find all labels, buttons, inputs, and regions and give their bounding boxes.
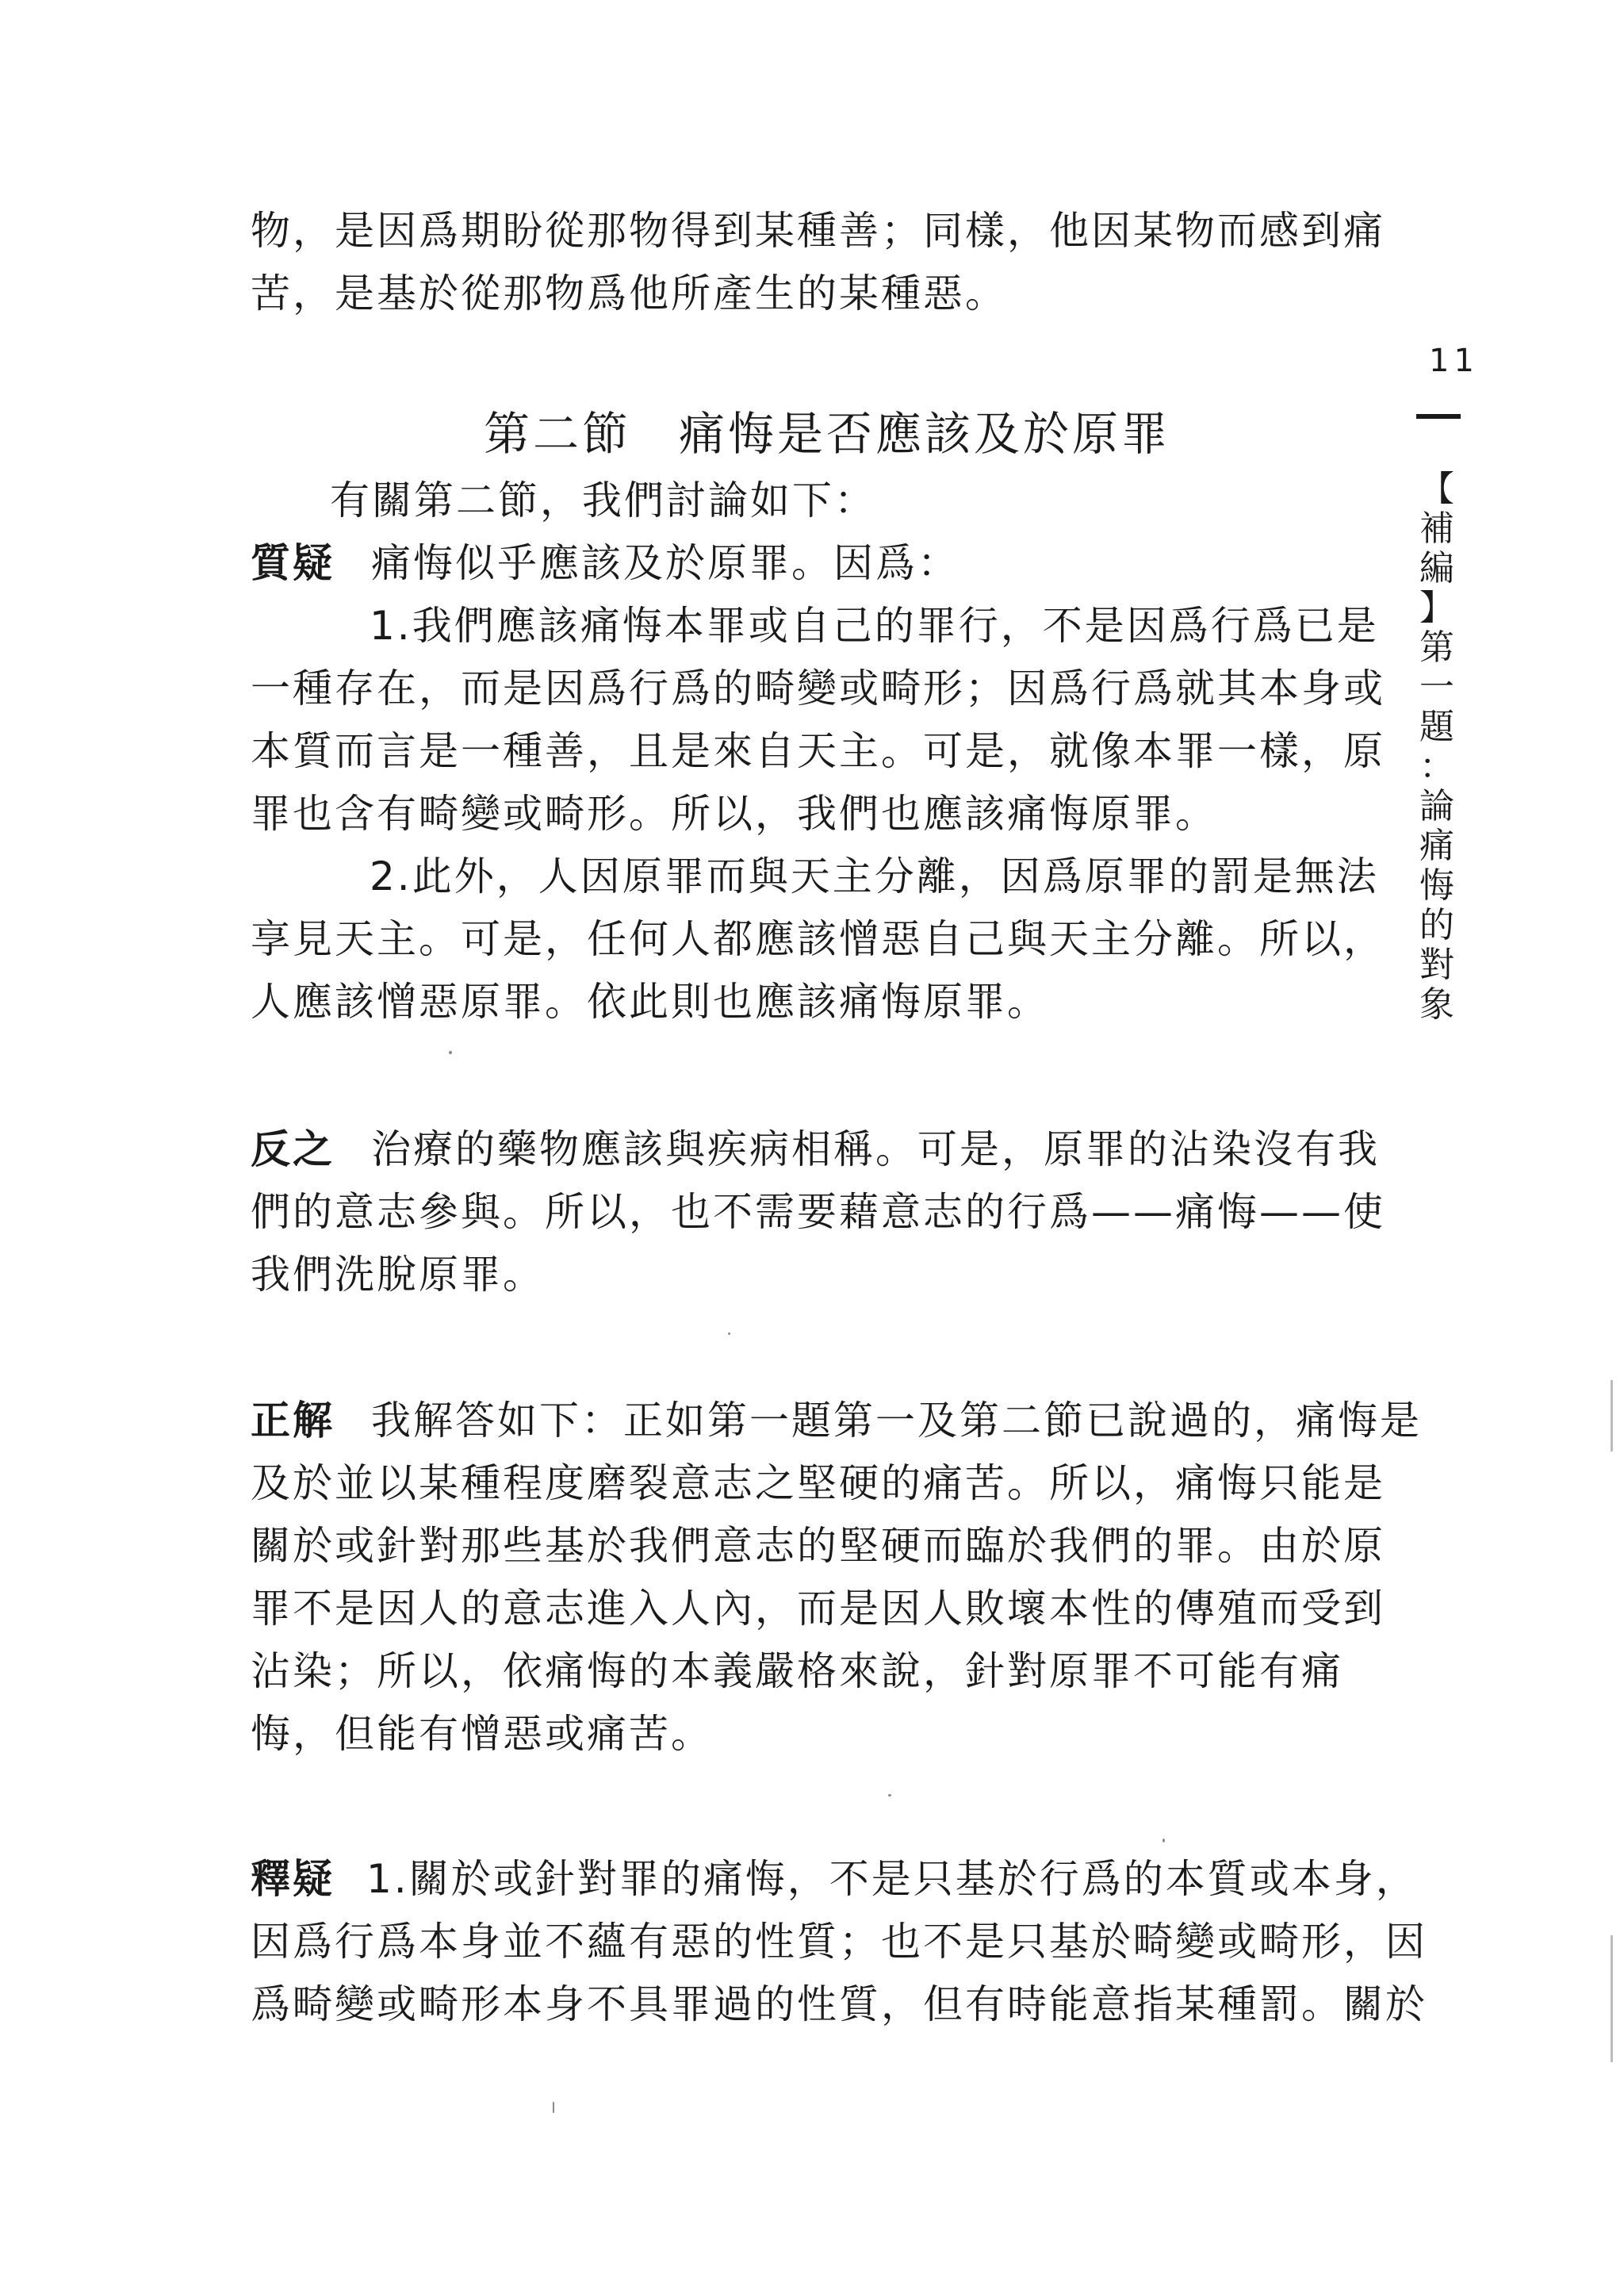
text-line: 罪也含有畸變或畸形。所以，我們也應該痛悔原罪。: [251, 791, 1217, 837]
running-head-char: 悔: [1419, 865, 1454, 906]
answer-label: 正解: [251, 1398, 335, 1444]
text-line: 因爲行爲本身並不蘊有惡的性質；也不是只基於畸變或畸形，因: [251, 1919, 1427, 1965]
intro-line: 有關第二節，我們討論如下：: [330, 477, 876, 523]
scan-speck: [449, 1051, 452, 1054]
running-head: [1413, 470, 1461, 1025]
running-head-char: 補: [1419, 508, 1454, 549]
answer-text: 我解答如下：正如第一題第一及第二節已說過的，痛悔是: [371, 1398, 1422, 1444]
running-head-char: 象: [1419, 984, 1454, 1025]
page-number: 11: [1429, 343, 1479, 379]
reply-text: 1.關於或針對罪的痛悔，不是只基於行爲的本質或本身，: [366, 1856, 1418, 1902]
running-head-char: 編: [1419, 548, 1454, 589]
text-line: 2.此外，人因原罪而與天主分離，因爲原罪的罰是無法: [370, 853, 1379, 899]
text-line: 關於或針對那些基於我們意志的堅硬而臨於我們的罪。由於原: [251, 1523, 1385, 1569]
header-rule: [1416, 414, 1461, 419]
objection-label: 質疑: [251, 540, 335, 586]
objection-text: 痛悔似乎應該及於原罪。因爲：: [371, 540, 959, 586]
contra-label: 反之: [251, 1126, 335, 1172]
text-line: 苦，是基於從那物爲他所產生的某種惡。: [251, 270, 1007, 316]
section-heading: 痛悔是否應該及於原罪: [679, 407, 1171, 461]
text-line: 及於並以某種程度磨裂意志之堅硬的痛苦。所以，痛悔只能是: [251, 1460, 1385, 1506]
section-number: 第二節: [484, 407, 632, 461]
running-head-char: ：: [1419, 746, 1454, 787]
text-line: 罪不是因人的意志進入人內，而是因人敗壞本性的傳殖而受到: [251, 1586, 1385, 1632]
running-head-char: 【: [1419, 469, 1454, 509]
scan-speck: [1162, 1839, 1165, 1842]
scan-speck: [728, 1332, 730, 1335]
text-line: 悔，但能有憎惡或痛苦。: [251, 1711, 713, 1757]
scan-edge-mark: [1611, 1935, 1613, 2062]
reply-line: [251, 1848, 1418, 1911]
text-line: 享見天主。可是，任何人都應該憎惡自己與天主分離。所以，: [251, 916, 1385, 962]
continuation-paragraph: [251, 200, 1385, 325]
section-title: [484, 397, 1170, 463]
running-head-char: 的: [1419, 905, 1454, 945]
text-line: 沾染；所以，依痛悔的本義嚴格來說，針對原罪不可能有痛: [251, 1648, 1343, 1694]
running-head-char: 痛: [1419, 826, 1454, 866]
answer-line: [251, 1390, 1422, 1452]
text-line: 們的意志參與。所以，也不需要藉意志的行爲——痛悔——使: [251, 1189, 1385, 1235]
text-line: 一種存在，而是因爲行爲的畸變或畸形；因爲行爲就其本身或: [251, 665, 1385, 711]
reply-label: 釋疑: [251, 1856, 335, 1902]
running-head-char: 對: [1419, 945, 1454, 985]
objection-line: [251, 532, 1377, 595]
text-line: 1.我們應該痛悔本罪或自己的罪行，不是因爲行爲已是: [370, 603, 1379, 649]
objection-block: [251, 470, 1385, 1033]
running-head-char: 第: [1419, 627, 1454, 668]
text-line: 物，是因爲期盼從那物得到某種善；同樣，他因某物而感到痛: [251, 208, 1385, 254]
running-head-char: 題: [1419, 707, 1454, 747]
text-line: 本質而言是一種善，且是來自天主。可是，就像本罪一樣，原: [251, 728, 1385, 774]
reply-block: [251, 1848, 1427, 2036]
answer-block: [251, 1390, 1422, 1766]
text-line: 爲畸變或畸形本身不具罪過的性質，但有時能意指某種罰。關於: [251, 1981, 1427, 2027]
contra-line: [251, 1118, 1380, 1181]
text-line: 我們洗脫原罪。: [251, 1252, 545, 1298]
contra-block: [251, 1118, 1385, 1306]
scan-speck: [553, 2102, 554, 2113]
running-head-char: 】: [1419, 588, 1454, 628]
scan-speck: [888, 1794, 891, 1796]
running-head-char: 一: [1419, 667, 1454, 707]
running-head-char: 論: [1419, 786, 1454, 826]
scan-edge-mark: [1611, 1380, 1613, 1451]
contra-text: 治療的藥物應該與疾病相稱。可是，原罪的沾染沒有我: [371, 1126, 1380, 1172]
text-line: 人應該憎惡原罪。依此則也應該痛悔原罪。: [251, 979, 1049, 1025]
